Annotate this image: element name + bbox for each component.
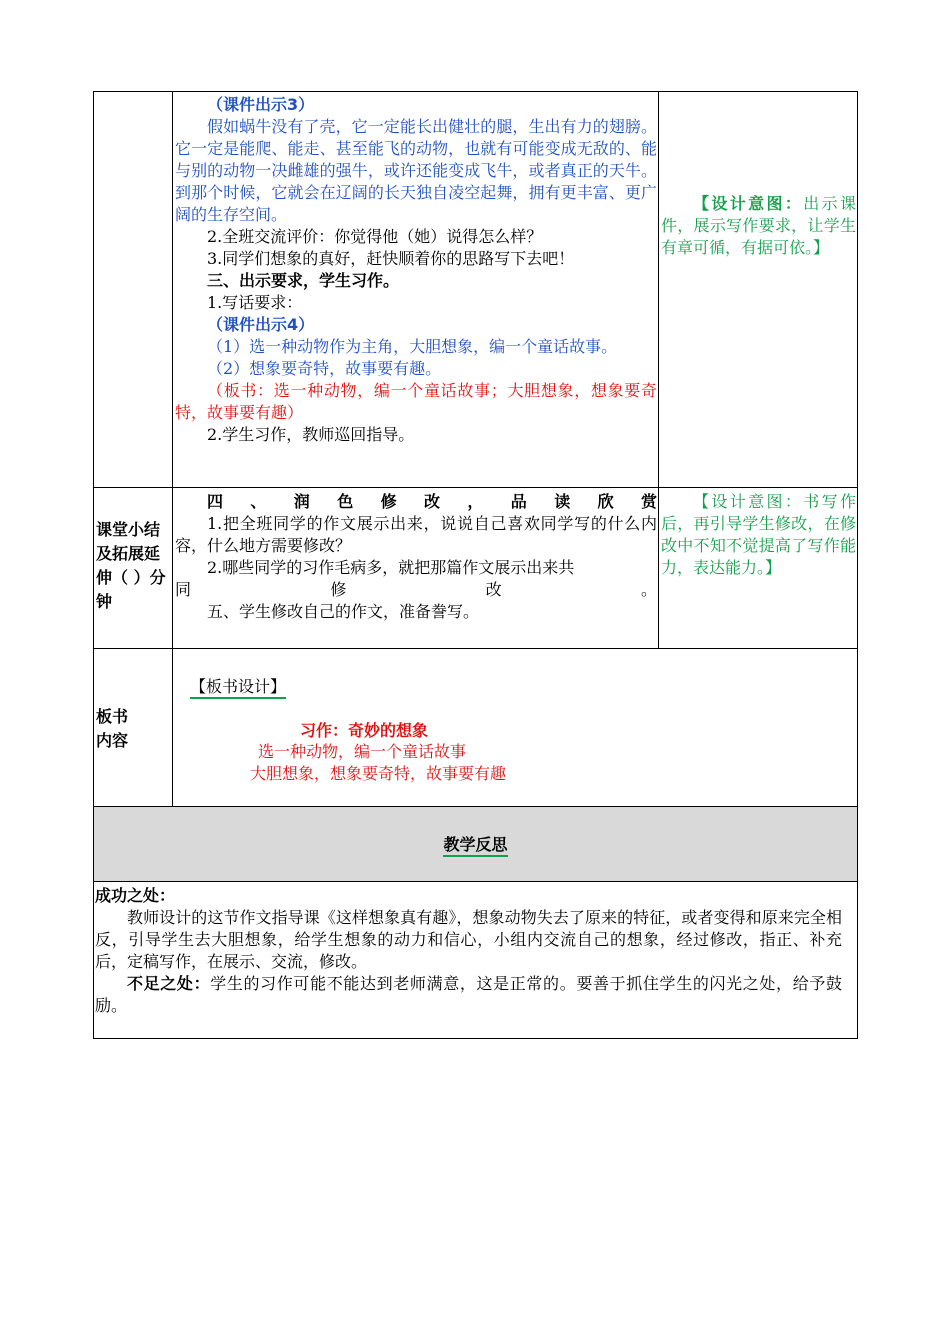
courseware-3-label: （课件出示3） <box>207 95 315 114</box>
intent-label: 【设计意图： <box>693 194 804 213</box>
section1-content <box>175 94 657 446</box>
success-text: 教师设计的这节作文指导课《这样想象真有趣》，想象动物失去了原来的特征，或者变得和原来完全相反，引导学生去大胆想象，给学生想象的动力和信心，小组内交流自己的想象，经过修改，指正、补充后，定稿写作，在展示、交流，修改。 <box>95 908 842 971</box>
requirement-a: （1）选一种动物作为主角，大胆想象，编一个童话故事。 <box>207 337 618 356</box>
step-2-text: 2.全班交流评价：你觉得他（她）说得怎么样？ <box>207 227 543 246</box>
board-line-2: 大胆想象，想象要奇特，故事要有趣 <box>250 764 507 783</box>
col-divider-label <box>172 91 173 806</box>
board-heading: 习作：奇妙的想象 <box>300 721 429 740</box>
board-note: （板书：选一种动物，编一个童话故事；大胆想象，想象要奇特，故事要有趣） <box>175 381 657 422</box>
intent-text: 出示课件，展示写作要求，让学生有章可循，有据可依。】 <box>661 194 856 257</box>
reflection-header <box>94 834 857 856</box>
snail-paragraph: 假如蜗牛没有了壳，它一定能长出健壮的腿，生出有力的翅膀。它一定是能爬、能走、甚至能飞的动物，也就有可能变成无敌的、能与别的动物一决雌雄的强牛，或许还能变成飞牛，或者真正的天牛。到那个时候，它就会在辽阔的长天独自凌空起舞，拥有更丰富、更广阔的生存空间。 <box>175 117 657 224</box>
section2-content <box>175 491 657 623</box>
board-title-text: 【板书设计】 <box>190 677 286 699</box>
board-title <box>190 676 286 698</box>
row-divider-1 <box>93 487 858 488</box>
reflection-body <box>95 885 842 1017</box>
section1-intent <box>661 193 856 259</box>
reflection-header-text: 教学反思 <box>443 835 507 857</box>
heading-4: 四、润色修改，品读欣赏 <box>207 492 657 511</box>
summary-item-1: 1.把全班同学的作文展示出来，说说自己喜欢同学写的什么内容，什么地方需要修改？ <box>175 514 657 555</box>
summary-label <box>96 518 170 614</box>
lack-paragraph <box>95 973 842 1017</box>
requirement-b: （2）想象要奇特，故事要有趣。 <box>207 359 442 378</box>
requirement-1: 1.写话要求： <box>207 293 303 312</box>
lack-label: 不足之处： <box>127 974 211 993</box>
lack-text: 学生的习作可能不能达到老师满意，这是正常的。要善于抓住学生的闪光之处，给予鼓励。 <box>95 974 842 1015</box>
board-line-1: 选一种动物，编一个童话故事 <box>258 742 467 761</box>
heading-3: 三、出示要求，学生习作。 <box>207 271 400 290</box>
board-label <box>96 705 136 753</box>
success-label: 成功之处： <box>95 886 176 905</box>
step-3-text: 3.同学们想象的真好，赶快顺着你的思路写下去吧！ <box>207 249 575 268</box>
summary-item-2b: 同修改。 <box>175 580 657 599</box>
intent-text-2: 【设计意图：书写作后，再引导学生修改，在修改中不知不觉提高了写作能力，表达能力。】 <box>661 492 856 577</box>
heading-5: 五、学生修改自己的作文，准备誊写。 <box>207 602 480 621</box>
col-divider-intent <box>658 91 659 648</box>
requirement-2: 2.学生习作，教师巡回指导。 <box>207 425 415 444</box>
row-divider-4 <box>93 881 858 882</box>
courseware-4-label: （课件出示4） <box>207 315 315 334</box>
summary-label-text: 课堂小结及拓展延伸（ ）分钟 <box>96 520 166 611</box>
section2-intent <box>661 491 856 579</box>
row-divider-2 <box>93 648 858 649</box>
summary-item-2a: 2.哪些同学的习作毛病多，就把那篇作文展示出来共 <box>207 558 575 577</box>
board-label-text: 板书内容 <box>96 707 129 750</box>
